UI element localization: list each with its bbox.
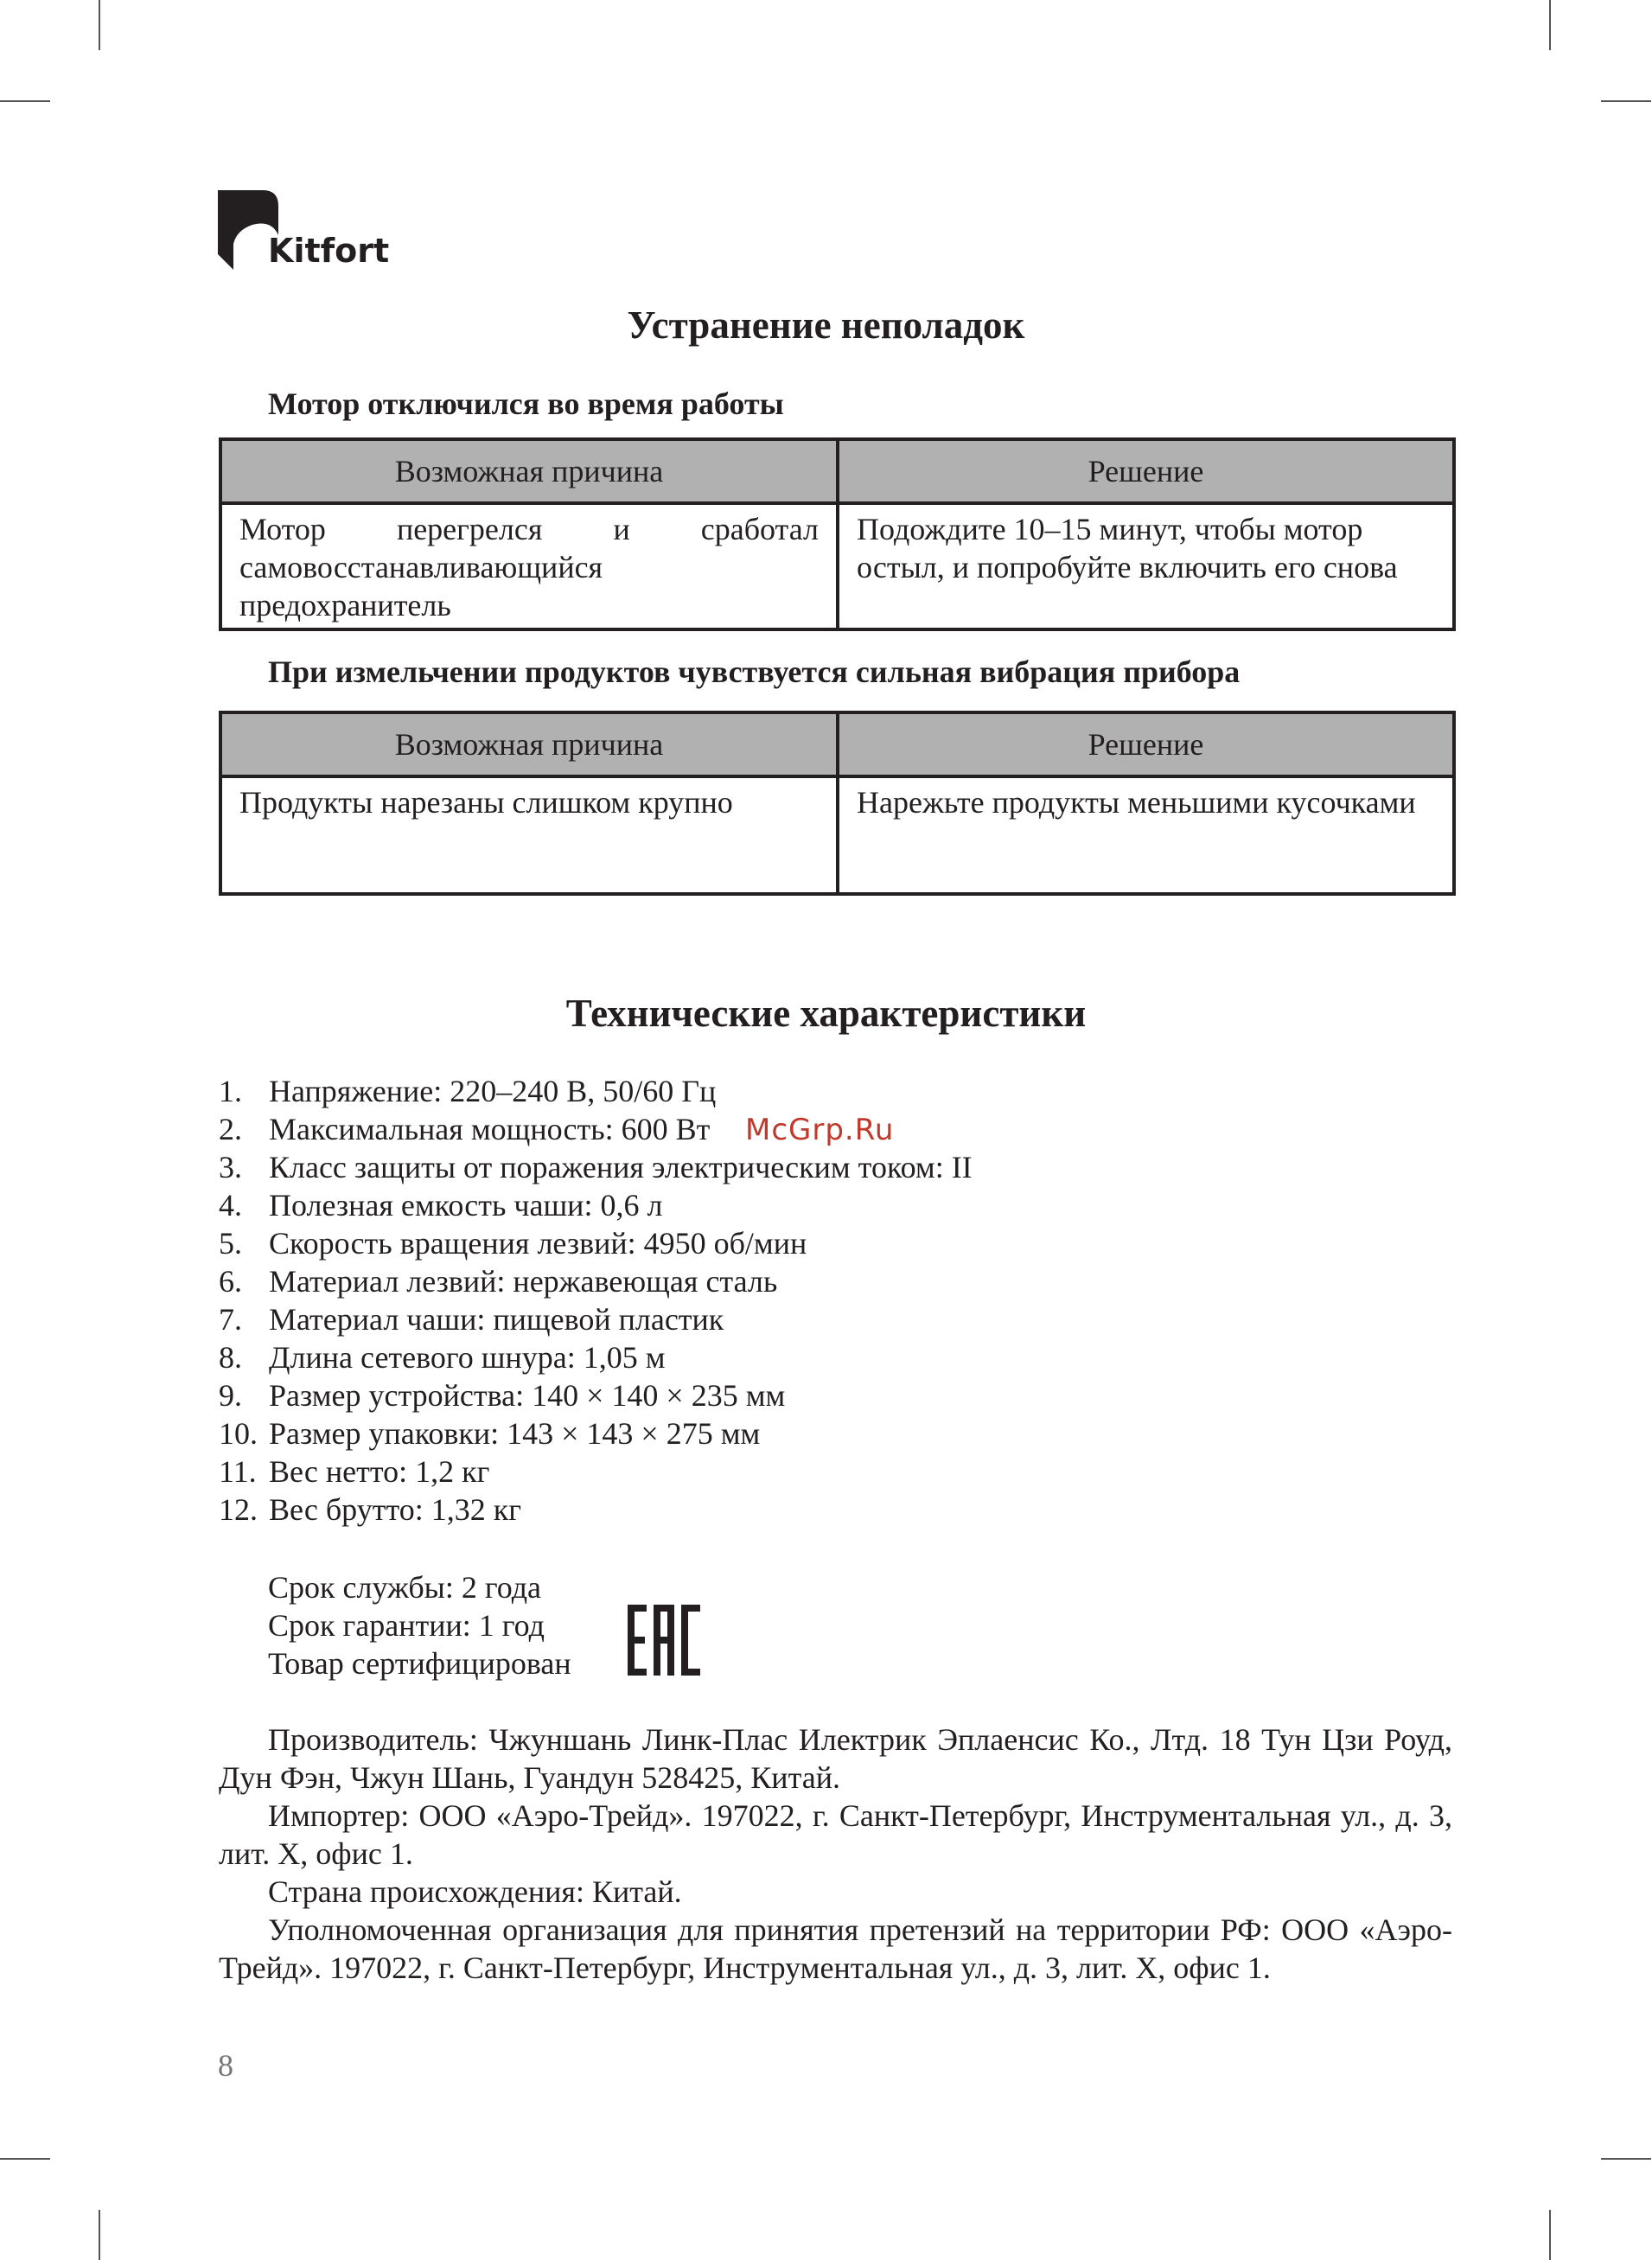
crop-mark	[99, 2210, 100, 2260]
troubleshooting-table-vibration	[219, 711, 1456, 896]
column-header-solution: Решение	[838, 712, 1454, 776]
list-item: 9. Размер устройства: 140 × 140 × 235 мм	[219, 1378, 786, 1413]
list-item: 4. Полезная емкость чаши: 0,6 л	[219, 1188, 663, 1223]
table-cell-cause: Мотор перегрелся и сработал самовосстанавливающийся предохранитель	[220, 503, 838, 629]
crop-mark	[0, 100, 50, 102]
section-heading-vibration: При измельчении продуктов чувствуется сильная вибрация прибора	[268, 654, 1241, 689]
table-cell-solution: Подождите 10–15 минут, чтобы мотор остыл, и попробуйте включить его снова	[838, 503, 1454, 629]
crop-mark	[99, 0, 100, 50]
eac-mark-icon	[628, 1605, 700, 1676]
list-item: 11. Вес нетто: 1,2 кг	[219, 1454, 490, 1489]
list-item: 5. Скорость вращения лезвий: 4950 об/мин	[219, 1226, 807, 1261]
troubleshooting-title: Устранение неполадок	[627, 303, 1025, 347]
crop-mark	[0, 2158, 50, 2160]
service-info	[268, 1568, 571, 1682]
authorized-org-info: Уполномоченная организация для принятия претензий на территории РФ: ООО «Аэро-Трейд». 197022, г. Санкт-Петербург, Инструментальная ул., д. 3, лит. Х, офис 1.	[219, 1912, 1452, 1985]
watermark[interactable]: McGrp.Ru	[745, 1113, 895, 1147]
page-number: 8	[218, 2048, 233, 2083]
list-item: 7. Материал чаши: пищевой пластик	[219, 1302, 724, 1337]
list-item: 2. Максимальная мощность: 600 Вт	[219, 1112, 711, 1146]
certified-label: Товар сертифицирован	[268, 1646, 571, 1681]
manufacturer-info: Производитель: Чжуншань Линк-Плас Илектрик Эплаенсис Ко., Лтд. 18 Тун Цзи Роуд, Дун Фэн, Чжун Шань, Гуандун 528425, Китай.	[219, 1722, 1452, 1795]
warranty: Срок гарантии: 1 год	[268, 1608, 545, 1643]
crop-mark	[1601, 100, 1651, 102]
list-item: 10. Размер упаковки: 143 × 143 × 275 мм	[219, 1416, 761, 1451]
origin-info: Страна происхождения: Китай.	[268, 1874, 682, 1909]
crop-mark	[1549, 2210, 1551, 2260]
table-cell-cause: Продукты нарезаны слишком крупно	[220, 776, 838, 894]
list-item: 8. Длина сетевого шнура: 1,05 м	[219, 1340, 666, 1375]
table-cell-solution: Нарежьте продукты меньшими кусочками	[838, 776, 1454, 894]
specs-title: Технические характеристики	[565, 992, 1087, 1035]
brand-name: Kitfort	[268, 232, 390, 270]
crop-mark	[1549, 0, 1551, 50]
service-life: Срок службы: 2 года	[268, 1570, 542, 1605]
list-item: 12. Вес брутто: 1,32 кг	[219, 1492, 521, 1527]
column-header-cause: Возможная причина	[220, 439, 838, 503]
column-header-solution: Решение	[838, 439, 1454, 503]
column-header-cause: Возможная причина	[220, 712, 838, 776]
list-item: 1. Напряжение: 220–240 В, 50/60 Гц	[219, 1074, 717, 1108]
troubleshooting-table-motor	[219, 437, 1456, 631]
crop-mark	[1601, 2158, 1651, 2160]
section-heading-motor: Мотор отключился во время работы	[268, 386, 784, 421]
list-item: 3. Класс защиты от поражения электрическим током: II	[219, 1150, 973, 1184]
importer-info: Импортер: ООО «Аэро-Трейд». 197022, г. Санкт-Петербург, Инструментальная ул., д. 3, лит. Х, офис 1.	[219, 1798, 1452, 1871]
list-item: 6. Материал лезвий: нержавеющая сталь	[219, 1264, 778, 1299]
